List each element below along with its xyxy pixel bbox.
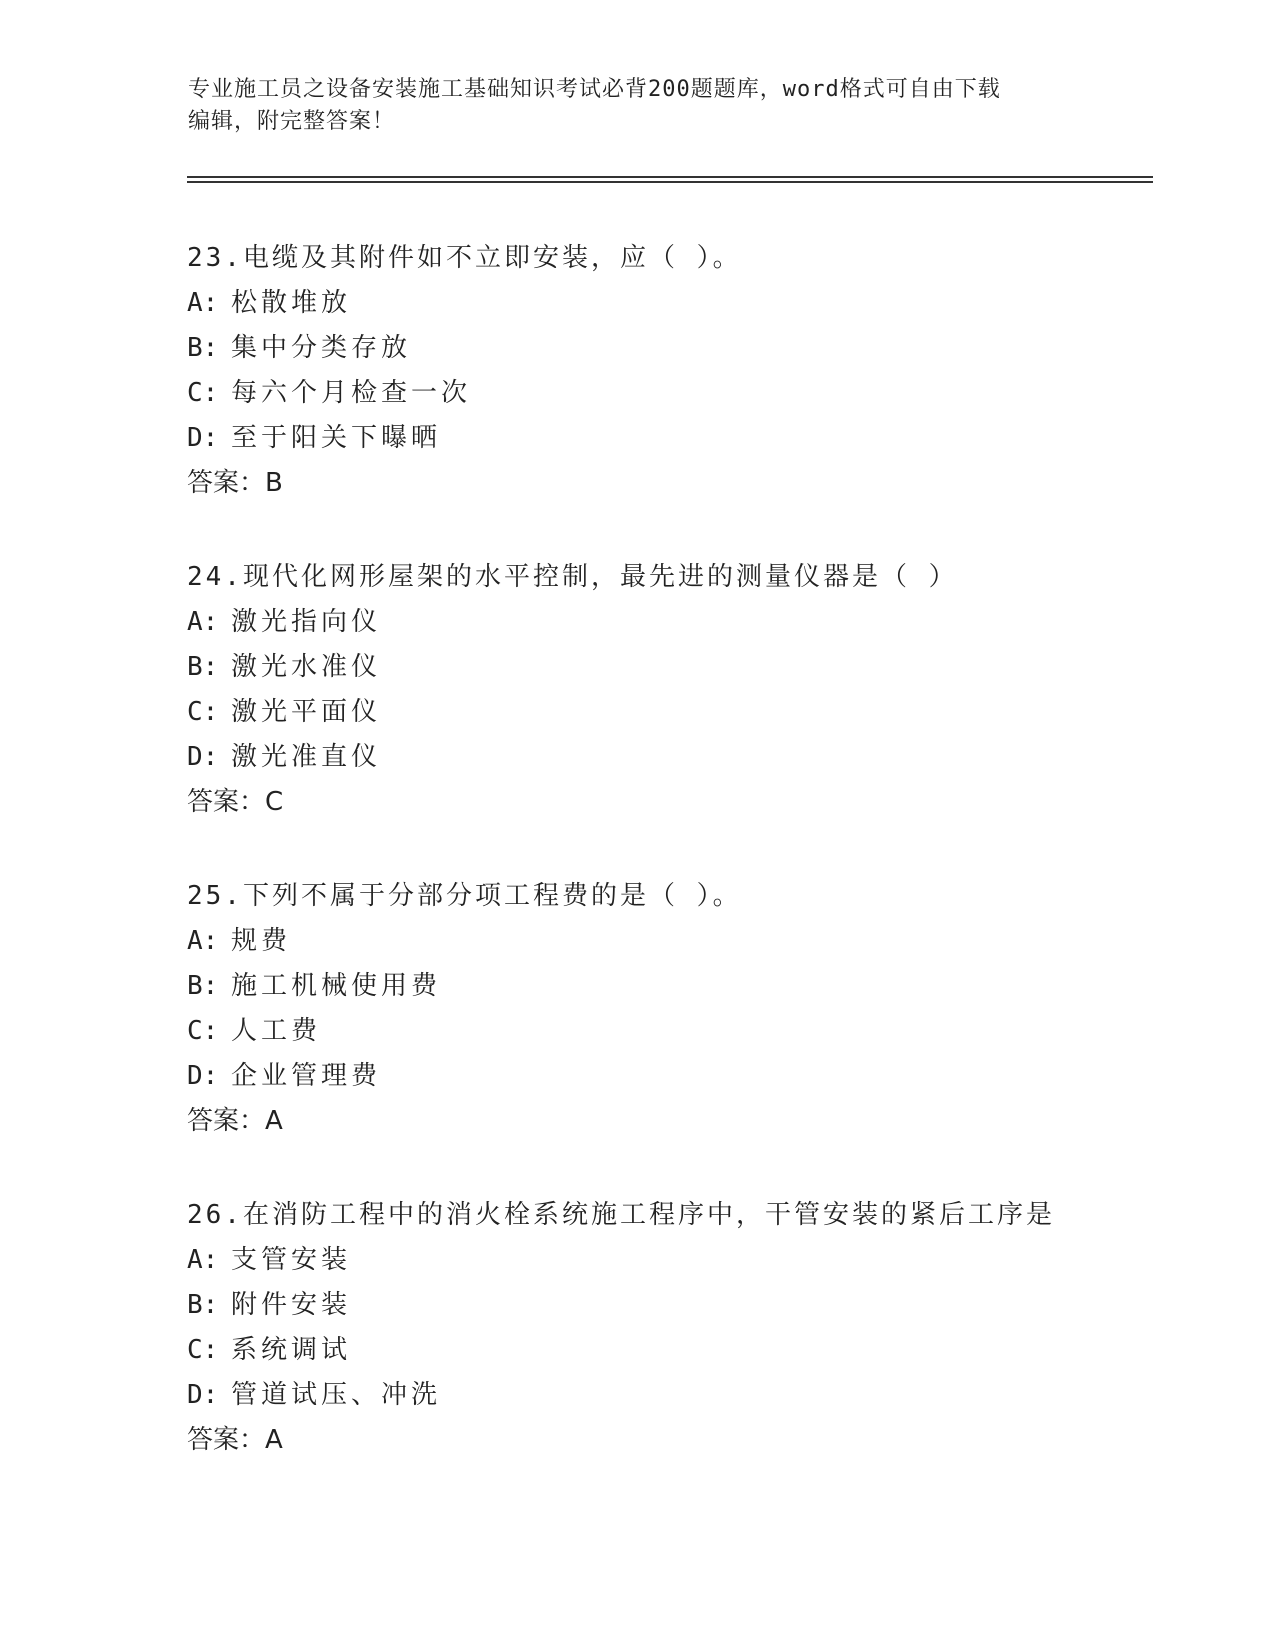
option-d [187,1054,1187,1099]
option-a [187,281,1187,326]
option-key: D: [187,1061,219,1091]
option-text: 激光指向仪 [231,607,382,637]
option-text: 激光准直仪 [231,742,382,772]
option-key: B: [187,1290,219,1320]
option-text: 附件安装 [231,1290,352,1320]
option-text: 人工费 [231,1016,322,1046]
option-text: 系统调试 [231,1335,352,1365]
option-key: D: [187,742,219,772]
option-c [187,690,1187,735]
question-26 [187,1193,1187,1463]
document-header [188,74,1088,138]
option-key: A: [187,288,219,318]
option-a [187,919,1187,964]
option-b [187,645,1187,690]
option-key: D: [187,423,219,453]
option-text: 管道试压、冲洗 [231,1380,442,1410]
question-title: 24.现代化网形屋架的水平控制，最先进的测量仪器是（ ） [187,562,958,592]
option-key: C: [187,1016,219,1046]
option-b [187,326,1187,371]
option-text: 每六个月检查一次 [231,378,472,408]
option-key: D: [187,1380,219,1410]
option-text: 施工机械使用费 [231,971,442,1001]
option-text: 激光水准仪 [231,652,382,682]
header-line-1: 专业施工员之设备安装施工基础知识考试必背200题题库，word格式可自由下载 [188,77,1001,102]
option-key: A: [187,926,219,956]
question-title: 26.在消防工程中的消火栓系统施工程序中，干管安装的紧后工序是 [187,1200,1055,1230]
option-d [187,416,1187,461]
option-key: A: [187,1245,219,1275]
option-d [187,1373,1187,1418]
option-key: B: [187,333,219,363]
question-23 [187,236,1187,506]
question-24 [187,555,1187,825]
option-d [187,735,1187,780]
option-text: 集中分类存放 [231,333,412,363]
option-a [187,1238,1187,1283]
option-text: 规费 [231,926,292,956]
option-text: 激光平面仪 [231,697,382,727]
answer-line: 答案：A [187,1425,283,1455]
header-line-2: 编辑，附完整答案！ [188,109,396,134]
option-text: 至于阳关下曝晒 [231,423,442,453]
question-title: 23.电缆及其附件如不立即安装，应（ ）。 [187,243,742,273]
option-c [187,371,1187,416]
option-key: B: [187,652,219,682]
option-c [187,1009,1187,1054]
option-text: 支管安装 [231,1245,352,1275]
answer-line: 答案：A [187,1106,283,1136]
answer-line: 答案：B [187,468,283,498]
header-divider-top [187,176,1153,178]
option-text: 松散堆放 [231,288,352,318]
option-key: A: [187,607,219,637]
answer-line: 答案：C [187,787,284,817]
option-text: 企业管理费 [231,1061,382,1091]
option-key: B: [187,971,219,1001]
question-25 [187,874,1187,1144]
option-key: C: [187,1335,219,1365]
option-c [187,1328,1187,1373]
question-title: 25.下列不属于分部分项工程费的是（ ）。 [187,881,742,911]
header-divider-bottom [187,181,1153,183]
option-b [187,1283,1187,1328]
option-a [187,600,1187,645]
option-key: C: [187,378,219,408]
option-key: C: [187,697,219,727]
option-b [187,964,1187,1009]
